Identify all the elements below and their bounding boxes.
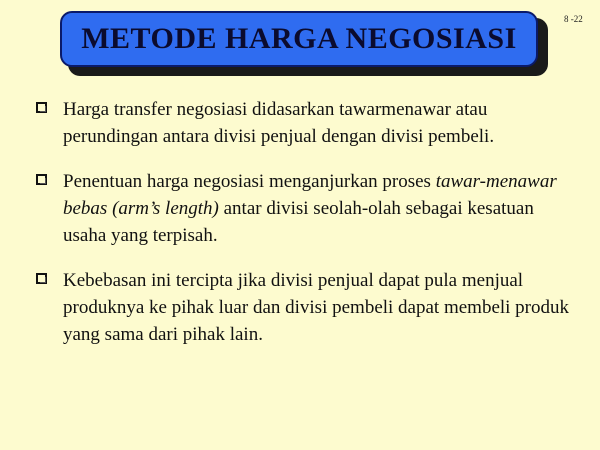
bullet-item — [36, 267, 576, 348]
slide-number: 8 -22 — [564, 14, 583, 24]
bullet-text — [63, 96, 576, 150]
bullet-text-part: Harga transfer negosiasi didasarkan tawarmenawar atau perundingan antara divisi penjual dengan divisi pembeli. — [63, 99, 495, 147]
bullet-list — [36, 96, 576, 366]
bullet-text-part: Kebebasan ini tercipta jika divisi penjual dapat pula menjual produknya ke pihak luar dan divisi pembeli dapat membeli produk yang sama dari pihak lain. — [63, 270, 570, 345]
bullet-text-italic: tawar-menawar bebas (arm’s length) — [63, 171, 557, 219]
bullet-item — [36, 168, 576, 249]
slide-title: METODE HARGA NEGOSIASI — [81, 22, 517, 55]
square-bullet-icon — [36, 174, 47, 185]
bullet-text — [63, 267, 576, 348]
bullet-text-part: Penentuan harga negosiasi menganjurkan proses — [63, 171, 436, 192]
title-box — [60, 11, 538, 67]
bullet-item — [36, 96, 576, 150]
bullet-text-part: antar divisi seolah-olah sebagai kesatuan usaha yang terpisah. — [63, 198, 534, 246]
square-bullet-icon — [36, 102, 47, 113]
bullet-text — [63, 168, 576, 249]
square-bullet-icon — [36, 273, 47, 284]
